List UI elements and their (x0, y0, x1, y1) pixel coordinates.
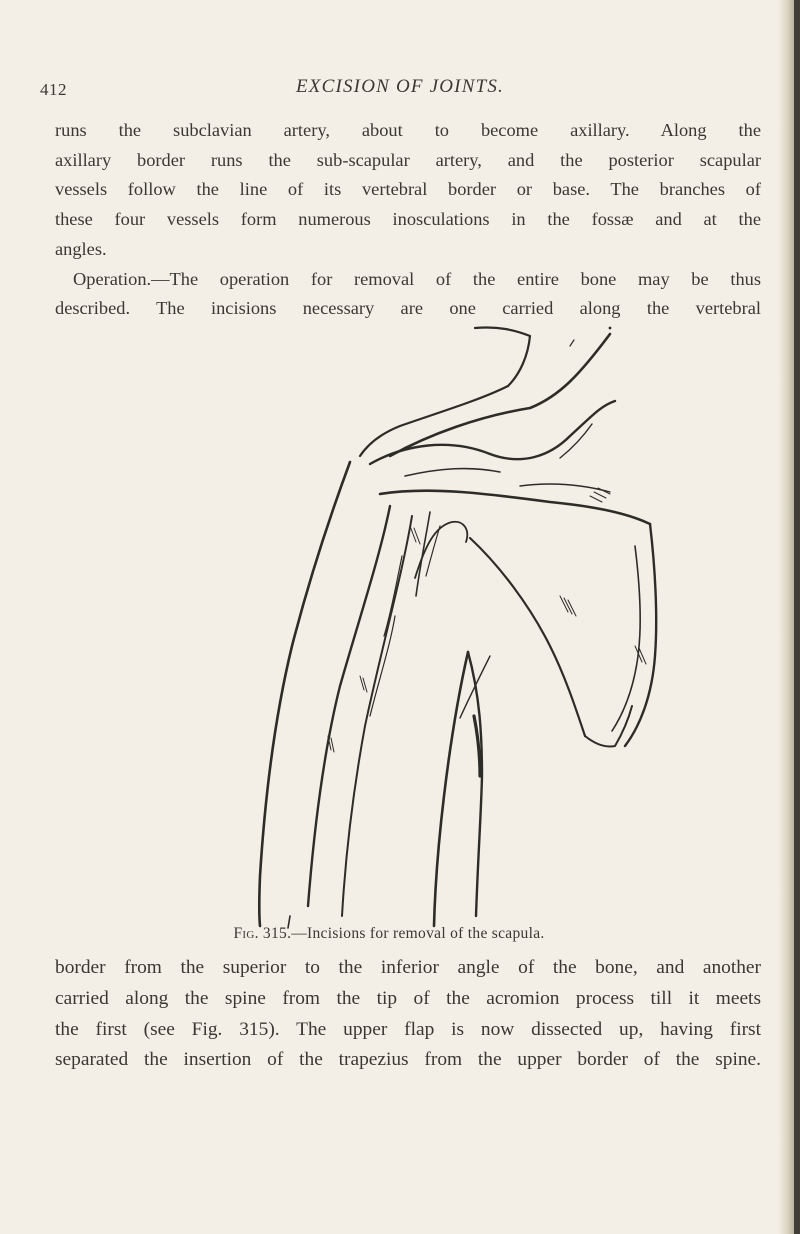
running-title: EXCISION OF JOINTS. (295, 76, 505, 97)
text-line: carried along the spine from the tip of the acromion process till it meets (55, 987, 761, 1009)
inner-fossa-outline (470, 538, 585, 736)
page-number: 412 (40, 80, 67, 99)
text-line: vessels follow the line of its vertebral border or base. The branches of (55, 179, 761, 200)
text-line: axillary border runs the sub-scapular artery, and the posterior scapular (55, 149, 761, 170)
text-line: separated the insertion of the trapezius from the upper border of the spine. (55, 1049, 761, 1071)
axillary-border-line (308, 506, 390, 906)
text-line: border from the superior to the inferior angle of the bone, and another (55, 957, 761, 978)
text-line: these four vessels form numerous inosculations in the fossæ and at the (55, 209, 761, 230)
scapula-incision-figure (230, 316, 700, 932)
acromion-tip-outline (475, 327, 530, 386)
figure-caption-text: —Incisions for removal of the scapula. (291, 925, 545, 942)
figure-caption (0, 925, 778, 943)
page-header (40, 76, 760, 106)
figure-caption-label: Fig. 315. (233, 925, 292, 942)
text-line: runs the subclavian artery, about to become axillary. Along the (55, 120, 761, 140)
acromion-outline (390, 334, 610, 456)
text-line: the first (see Fig. 315). The upper flap is now dissected up, having first (55, 1018, 761, 1040)
bottom-paragraph (55, 953, 761, 1076)
top-paragraph (55, 116, 761, 324)
spine-incision-line (434, 652, 468, 926)
text-line: described. The incisions necessary are one carried along the vertebral (55, 298, 761, 319)
page-edge-binding (794, 0, 800, 1234)
scapular-spine-lower (380, 491, 650, 524)
vertebral-incision-line (259, 462, 350, 926)
text-line: angles. (55, 238, 107, 259)
scapular-spine-upper (370, 401, 615, 464)
text-line: Operation.—The operation for removal of the entire bone may be thus (73, 268, 761, 289)
